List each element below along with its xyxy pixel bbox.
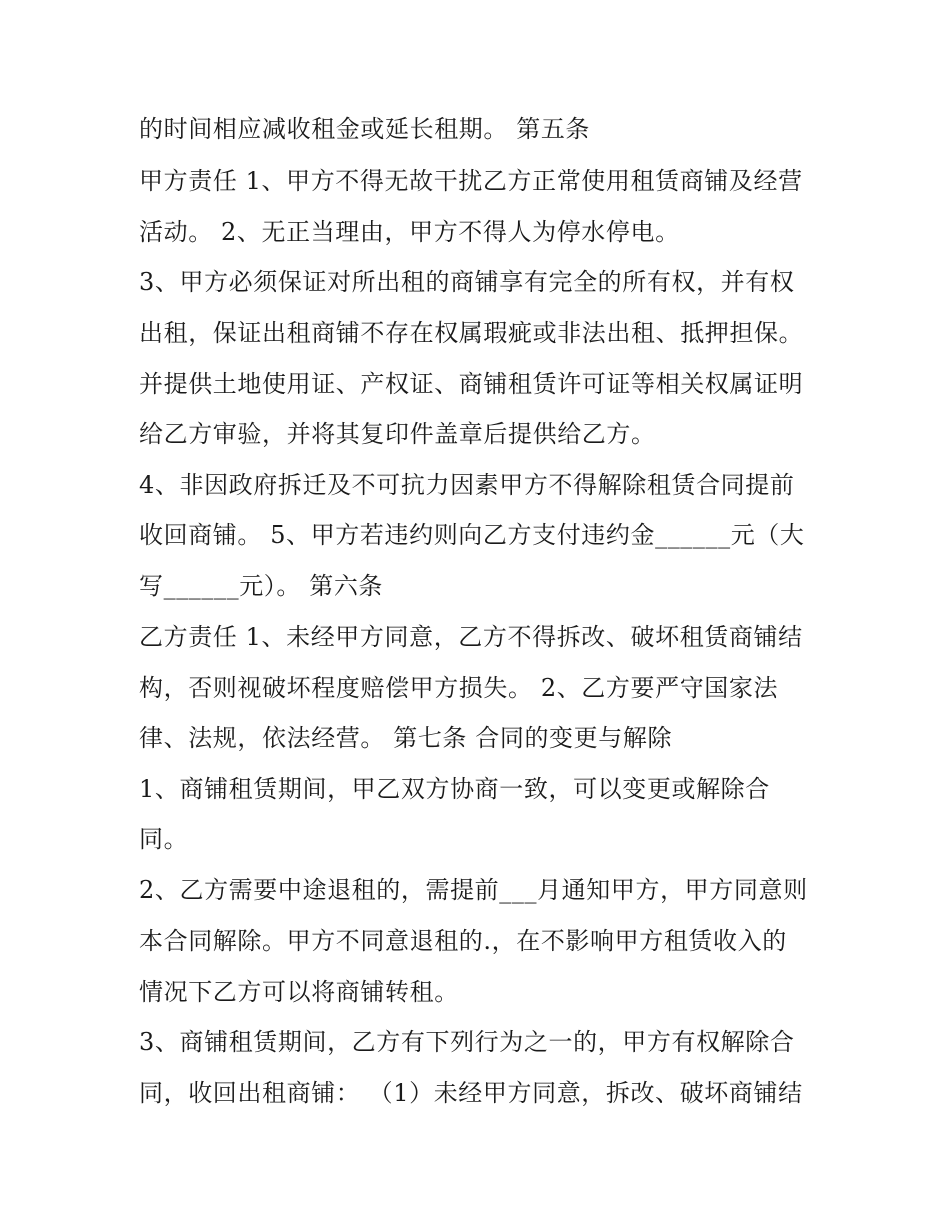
text-line-20: 同，收回出租商铺： （1）未经甲方同意，拆改、破坏商铺结 xyxy=(139,1079,803,1107)
text-line-3: 活动。 2、无正当理由，甲方不得人为停水停电。 xyxy=(139,218,680,246)
text-line-5: 出租，保证出租商铺不存在权属瑕疵或非法出租、抵押担保。 xyxy=(139,319,804,347)
text-line-14: 1、商铺租赁期间，甲乙双方协商一致，可以变更或解除合 xyxy=(139,775,770,803)
text-line-19: 3、商铺租赁期间，乙方有下列行为之一的，甲方有权解除合 xyxy=(139,1028,795,1056)
text-line-9: 收回商铺。 5、甲方若违约则向乙方支付违约金______元（大 xyxy=(139,521,805,549)
text-line-11: 乙方责任 1、未经甲方同意，乙方不得拆改、破坏租赁商铺结 xyxy=(139,623,803,651)
text-line-10: 写______元）。 第六条 xyxy=(139,572,384,600)
text-line-8: 4、非因政府拆迁及不可抗力因素甲方不得解除租赁合同提前 xyxy=(139,471,795,499)
text-line-1: 的时间相应减收租金或延长租期。 第五条 xyxy=(139,115,591,143)
text-line-18: 情况下乙方可以将商铺转租。 xyxy=(139,978,459,1006)
text-line-7: 给乙方审验，并将其复印件盖章后提供给乙方。 xyxy=(139,420,656,448)
text-line-6: 并提供土地使用证、产权证、商铺租赁许可证等相关权属证明 xyxy=(139,370,804,398)
text-line-4: 3、甲方必须保证对所出租的商铺享有完全的所有权，并有权 xyxy=(139,268,795,296)
text-line-15: 同。 xyxy=(139,825,189,853)
text-line-17: 本合同解除。甲方不同意退租的.，在不影响甲方租赁收入的 xyxy=(139,927,787,955)
text-line-2: 甲方责任 1、甲方不得无故干扰乙方正常使用租赁商铺及经营 xyxy=(139,167,803,195)
text-line-12: 构，否则视破坏程度赔偿甲方损失。 2、乙方要严守国家法 xyxy=(139,674,779,702)
text-line-16: 2、乙方需要中途退租的，需提前___月通知甲方，甲方同意则 xyxy=(139,876,808,904)
text-line-13: 律、法规，依法经营。 第七条 合同的变更与解除 xyxy=(139,724,673,752)
